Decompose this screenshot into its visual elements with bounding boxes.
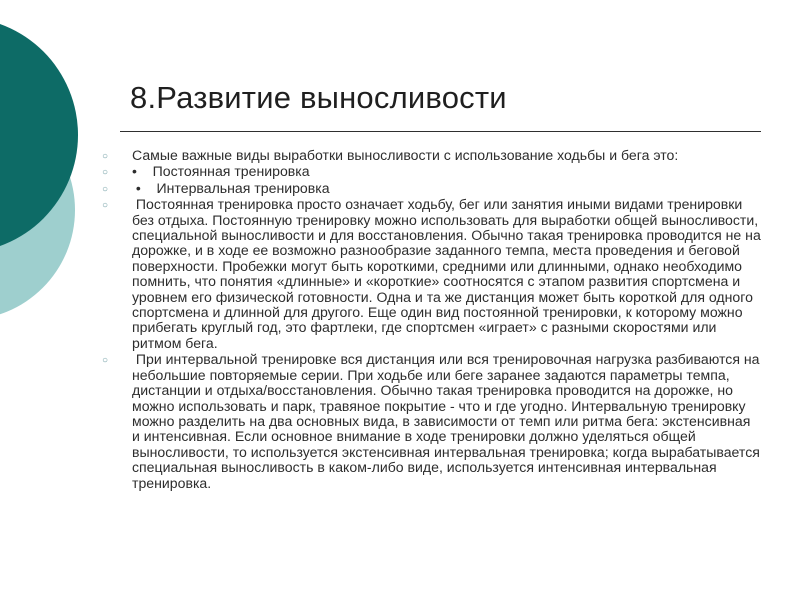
bullet-marker-icon: ○ <box>102 200 109 212</box>
bullet-item <box>102 163 762 180</box>
bullet-item <box>102 179 762 196</box>
bullet-marker-icon: ○ <box>102 151 109 162</box>
bullet-marker-icon: ○ <box>102 167 109 179</box>
slide-title: 8.Развитие выносливости <box>130 80 507 115</box>
bullet-item <box>102 147 762 163</box>
bullet-item <box>102 351 764 491</box>
bullet-text: • Постоянная тренировка <box>132 163 310 180</box>
bullet-list <box>102 147 765 492</box>
decorative-circles <box>0 0 110 330</box>
bullet-text: Самые важные виды выработки выносливости с использование ходьбы и бега это: <box>132 147 679 163</box>
bullet-marker-icon: ○ <box>102 355 109 367</box>
bullet-marker-icon: ○ <box>102 183 109 195</box>
title-divider <box>120 131 761 132</box>
bullet-text: При интервальной тренировке вся дистанция или вся тренировочная нагрузка разбиваются на небольшие повторяемые серии. При ходьбе или беге заранее задаются параметры темпа, дистанции и отдыха/восстановления. Обычно такая тренировка проводится на дорожке, но можно использовать и парк, травяное покрытие - что и где угодно. Интервальную тренировку можно разделить на два основных вида, в зависимости от темп или ритма бега: экстенсивная и интенсивная. Если основное внимание в ходе тренировки должно уделяться общей выносливости, то используется экстенсивная интервальная тренировка; когда вырабатывается специальная выносливость в каком-либо виде, используется интенсивная интервальная тренировка. <box>132 351 764 491</box>
bullet-item <box>102 196 765 351</box>
bullet-text: Постоянная тренировка просто означает ходьбу, бег или занятия иными видами тренировки без отдыха. Постоянную тренировку можно использовать для выработки общей выносливости, специальной выносливости и для восстановления. Обычно такая тренировка проводится не на дорожке, и в ходе ее возможно разнообразие заданного темпа, места проведения и беговой поверхности. Пробежки могут быть короткими, средними или длинными, однако необходимо помнить, что понятия «длинные» и «короткие» соотносятся с этапом развития спортсмена и уровнем его физической готовности. Одна и та же дистанция может быть короткой для одного спортсмена и длинной для другого. Еще один вид постоянной тренировки, к которому можно прибегать круглый год, это фартлеки, где спортсмен «играет» с разными скоростями или ритмом бега. <box>132 196 765 351</box>
bullet-text: • Интервальная тренировка <box>132 179 330 196</box>
